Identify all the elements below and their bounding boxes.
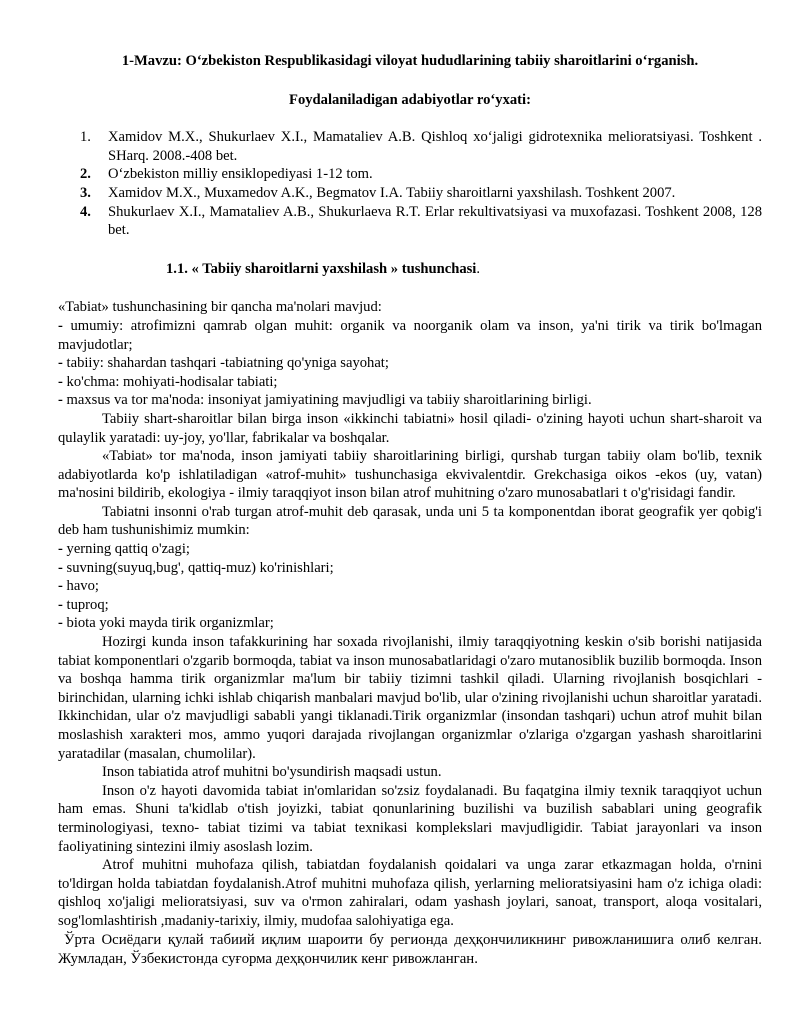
dash-marker: - xyxy=(58,373,63,390)
meaning-text: ko'chma: mohiyati-hodisalar tabiati; xyxy=(66,373,278,390)
reference-text: O‘zbekiston milliy ensiklopediyasi 1-12 tom. xyxy=(108,166,373,183)
dash-marker: - xyxy=(58,596,63,613)
meaning-item xyxy=(58,373,762,392)
reference-number: 2. xyxy=(80,166,91,183)
reference-item xyxy=(58,203,762,240)
component-text: biota yoki mayda tirik organizmlar; xyxy=(66,615,274,632)
component-item xyxy=(58,596,762,615)
reference-number: 4. xyxy=(80,203,91,220)
references-heading: Foydalaniladigan adabiyotlar ro‘yxati: xyxy=(289,91,531,108)
meaning-text: tabiiy: shahardan tashqari -tabiatning qo'yniga sayohat; xyxy=(66,355,389,372)
intro-paragraph: «Tabiat» tushunchasining bir qancha ma'nolari mavjud: xyxy=(58,299,382,316)
meaning-item xyxy=(58,354,762,373)
component-text: havo; xyxy=(66,578,99,595)
dash-marker: - xyxy=(58,578,63,595)
component-text: tuproq; xyxy=(66,596,109,613)
component-item xyxy=(58,540,762,559)
dash-marker: - xyxy=(58,615,63,632)
paragraph-protection: Atrof muhitni muhofaza qilish, tabiatdan foydalanish qoidalari va unga zarar etkazmagan holda, o'rnini to'ldirgan holda tabiatdan foydalanish.Atrof muhitni muhofaza qilish, yerlarning melioratsiyasini ham o'z ichiga oladi: qishloq xo'jaligi melioratsiyasi, suv va o'rmon zahiralari, odam yashash joylari, sanoat, transport, aloqa vositalari, sog'lomlashtirish ,madaniy-tarixiy, ilmiy, mudofaa salohiyatiga ega. xyxy=(58,857,762,929)
section-heading-period: . xyxy=(476,260,481,277)
reference-text: Shukurlaev X.I., Mamataliev A.B., Shukurlaeva R.T. Erlar rekultivatsiyasi va muxofazasi. Toshkent 2008, 128 bet. xyxy=(108,203,762,239)
paragraph-components: Tabiatni insonni o'rab turgan atrof-muhit deb qarasak, unda uni 5 ta komponentdan iborat geografik yer qobig'i deb ham tushunishimiz mumkin: xyxy=(58,503,762,539)
meaning-item xyxy=(58,391,762,410)
paragraph-development: Hozirgi kunda inson tafakkurining har soxada rivojlanishi, ilmiy taraqqiyotning keskin o'sib borishi natijasida tabiat komponentlari o'zgarib bormoqda, tabiat va inson munosabatlaridagi o'zaro mutanosiblik buzilib bormoqda. Inson va boshqa hamma tirik organizmlar ma'lum bir tabiiy tizimni tashkil qiladi. Ularning rivojlanish bosqichlari - birinchidan, ularning ichki ishlab chiqarish manbalari mavjud bo'lib, ular o'zining rivojlanishi uchun sharoitlar yaratadi. Ikkinchidan, ular o'z mavjudligi sababli yangi tiklanadi.Tirik organizmlar (insondan tashqari) uchun atrof muhit bilan moslashish xarakteri mos, ammo yuqori darajada rivojlangan organizmlar o'zlariga o'zgargan yashash sharoitlarini yaratadilar (masalan, chumolilar). xyxy=(58,634,762,762)
dash-marker: - xyxy=(58,392,63,409)
paragraph-central-asia: Ўрта Осиёдаги қулай табиий иқлим шароити бу регионда деҳқончиликнинг ривожланишига олиб келган. Жумладан, Ўзбекистонда суғорма деҳқончилик кенг ривожланган. xyxy=(58,931,762,968)
component-text: suvning(suyuq,bug', qattiq-muz) ko'rinishlari; xyxy=(66,559,334,576)
paragraph-nature-narrow: «Tabiat» tor ma'noda, inson jamiyati tabiiy sharoitlarining birligi, qurshab turgan tabiiy olam bo'lib, texnik adabiyotlarda ko'p ishlatiladigan «atrof-muhit» tushunchasiga ekvivalentdir. Grekchasiga oikos -ekos (uy, vatan) ma'nosini bildirib, ekologiya - ilmiy taraqqiyot inson bilan atrof muhitning o'zaro munosabatlari t o'g'risidagi fandir. xyxy=(58,448,762,502)
component-text: yerning qattiq o'zagi; xyxy=(66,541,190,558)
dash-marker: - xyxy=(58,559,63,576)
dash-marker: - xyxy=(58,317,63,334)
document-page xyxy=(58,52,762,970)
reference-number: 1. xyxy=(80,129,91,146)
dash-marker: - xyxy=(58,541,63,558)
topic-title: 1-Mavzu: O‘zbekiston Respublikasidagi viloyat hududlarining tabiiy sharoitlarini o‘rganish. xyxy=(121,53,699,69)
paragraph-human-goal: Inson tabiatida atrof muhitni bo'ysundirish maqsadi ustun. xyxy=(102,764,442,781)
reference-item xyxy=(58,165,762,184)
dash-marker: - xyxy=(58,355,63,372)
meaning-text: maxsus va tor ma'noda: insoniyat jamiyatining mavjudligi va tabiiy sharoitlarining birligi. xyxy=(66,392,592,409)
paragraph-second-nature: Tabiiy shart-sharoitlar bilan birga inson «ikkinchi tabiatni» hosil qiladi- o'zining hayoti uchun shart-sharoit va qulaylik yaratadi: uy-joy, yo'llar, fabrikalar va boshqalar. xyxy=(58,410,762,446)
meaning-text: umumiy: atrofimizni qamrab olgan muhit: organik va noorganik olam va inson, ya'ni tirik va tirik bo'lmagan mavjudotlar; xyxy=(58,317,762,353)
reference-number: 3. xyxy=(80,184,91,201)
meaning-item xyxy=(58,317,762,354)
reference-item xyxy=(58,184,762,203)
component-item xyxy=(58,577,762,596)
component-item xyxy=(58,559,762,578)
reference-text: Xamidov M.X., Muxamedov A.K., Begmatov I.A. Tabiiy sharoitlarni yaxshilash. Toshkent 2007. xyxy=(108,184,676,201)
reference-text: Xamidov M.X., Shukurlaev X.I., Mamataliev A.B. Qishloq xo‘jaligi gidrotexnika melioratsiyasi. Toshkent . SHarq. 2008.-408 bet. xyxy=(108,129,762,164)
reference-item xyxy=(58,128,762,165)
section-heading xyxy=(166,260,762,279)
component-item xyxy=(58,614,762,633)
references-list xyxy=(58,128,762,240)
section-heading-text: 1.1. « Tabiiy sharoitlarni yaxshilash » tushunchasi xyxy=(166,260,477,277)
paragraph-usage: Inson o'z hayoti davomida tabiat in'omlaridan so'zsiz foydalanadi. Bu faqatgina ilmiy texnik taraqqiyot uchun ham emas. Shuni ta'kidlab o'tish joyizki, tabiat qonunlarining buzilishi va buzilish sabablari uning geografik terminologiyasi, texno- tabiat tizimi va tabiat texnikasi komplekslari mavjudligidir. Tabiat jarayonlari va inson faoliyatining sintezini ilmiy asoslash lozim. xyxy=(58,782,762,855)
